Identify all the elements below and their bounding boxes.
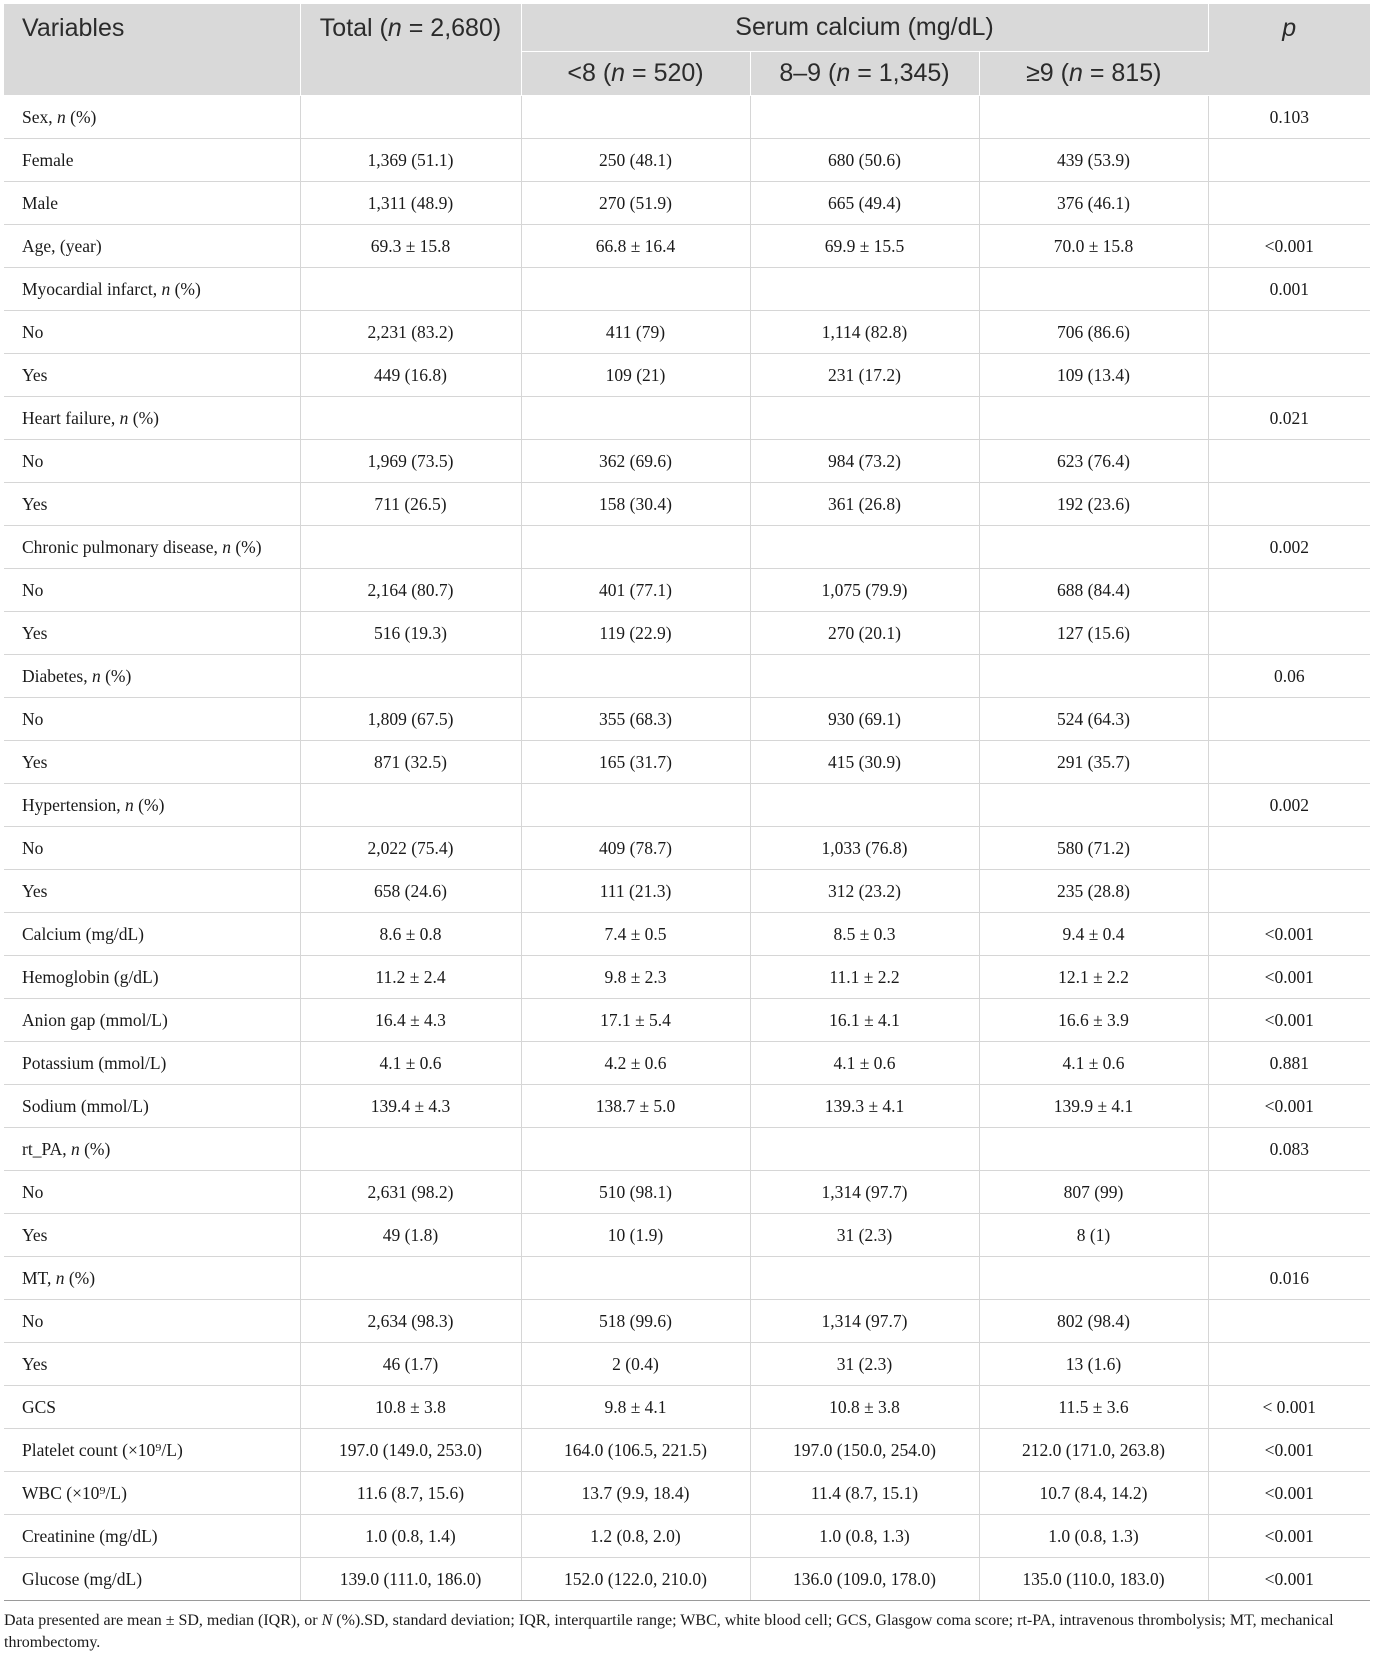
p-value-cell: 0.06 bbox=[1208, 655, 1370, 698]
header-group-mid: 8–9 (n = 1,345) bbox=[750, 52, 979, 96]
variable-cell: Hemoglobin (g/dL) bbox=[4, 956, 300, 999]
table-row bbox=[4, 397, 1370, 440]
variable-cell: Yes bbox=[4, 870, 300, 913]
table-row bbox=[4, 827, 1370, 870]
variable-cell: Yes bbox=[4, 1343, 300, 1386]
p-value-cell: 0.002 bbox=[1208, 784, 1370, 827]
group-mid-cell: 4.1 ± 0.6 bbox=[750, 1042, 979, 1085]
group-mid-cell: 415 (30.9) bbox=[750, 741, 979, 784]
table-row bbox=[4, 1085, 1370, 1128]
group-mid-cell: 680 (50.6) bbox=[750, 139, 979, 182]
group-mid-cell: 1,114 (82.8) bbox=[750, 311, 979, 354]
group-mid-cell bbox=[750, 1128, 979, 1171]
variable-cell: No bbox=[4, 1300, 300, 1343]
group-high-cell: 688 (84.4) bbox=[979, 569, 1208, 612]
variable-cell: Female bbox=[4, 139, 300, 182]
total-cell: 197.0 (149.0, 253.0) bbox=[300, 1429, 521, 1472]
group-mid-cell: 665 (49.4) bbox=[750, 182, 979, 225]
total-cell: 2,631 (98.2) bbox=[300, 1171, 521, 1214]
p-value-cell bbox=[1208, 483, 1370, 526]
variable-cell: Yes bbox=[4, 612, 300, 655]
group-mid-cell: 10.8 ± 3.8 bbox=[750, 1386, 979, 1429]
table-body bbox=[4, 96, 1370, 1601]
p-value-cell bbox=[1208, 311, 1370, 354]
table-row bbox=[4, 1386, 1370, 1429]
group-mid-cell: 1,314 (97.7) bbox=[750, 1300, 979, 1343]
group-mid-cell bbox=[750, 96, 979, 139]
p-value-cell bbox=[1208, 870, 1370, 913]
variable-cell: No bbox=[4, 1171, 300, 1214]
group-high-cell: 70.0 ± 15.8 bbox=[979, 225, 1208, 268]
table-row bbox=[4, 1128, 1370, 1171]
p-value-cell bbox=[1208, 1343, 1370, 1386]
header-serum-calcium: Serum calcium (mg/dL) bbox=[521, 4, 1208, 52]
group-low-cell bbox=[521, 268, 750, 311]
group-high-cell: 524 (64.3) bbox=[979, 698, 1208, 741]
group-high-cell bbox=[979, 526, 1208, 569]
total-cell: 2,231 (83.2) bbox=[300, 311, 521, 354]
p-value-cell: <0.001 bbox=[1208, 999, 1370, 1042]
group-high-cell: 192 (23.6) bbox=[979, 483, 1208, 526]
group-high-cell bbox=[979, 784, 1208, 827]
table-row bbox=[4, 182, 1370, 225]
table-row bbox=[4, 1472, 1370, 1515]
p-value-cell bbox=[1208, 1300, 1370, 1343]
table-row bbox=[4, 956, 1370, 999]
p-value-cell: <0.001 bbox=[1208, 1515, 1370, 1558]
group-low-cell: 409 (78.7) bbox=[521, 827, 750, 870]
group-high-cell: 16.6 ± 3.9 bbox=[979, 999, 1208, 1042]
table-row bbox=[4, 1257, 1370, 1300]
group-high-cell: 13 (1.6) bbox=[979, 1343, 1208, 1386]
group-low-cell: 158 (30.4) bbox=[521, 483, 750, 526]
total-cell: 11.6 (8.7, 15.6) bbox=[300, 1472, 521, 1515]
group-mid-cell bbox=[750, 268, 979, 311]
variable-cell: Anion gap (mmol/L) bbox=[4, 999, 300, 1042]
table-row bbox=[4, 268, 1370, 311]
variable-cell: No bbox=[4, 440, 300, 483]
total-cell bbox=[300, 1128, 521, 1171]
group-mid-cell: 231 (17.2) bbox=[750, 354, 979, 397]
header-total: Total (n = 2,680) bbox=[300, 4, 521, 96]
variable-cell: Creatinine (mg/dL) bbox=[4, 1515, 300, 1558]
group-mid-cell: 31 (2.3) bbox=[750, 1214, 979, 1257]
table-row bbox=[4, 440, 1370, 483]
group-mid-cell: 136.0 (109.0, 178.0) bbox=[750, 1558, 979, 1601]
total-cell: 658 (24.6) bbox=[300, 870, 521, 913]
group-low-cell: 270 (51.9) bbox=[521, 182, 750, 225]
variable-cell: Heart failure, n (%) bbox=[4, 397, 300, 440]
p-value-cell bbox=[1208, 612, 1370, 655]
total-cell bbox=[300, 1257, 521, 1300]
baseline-characteristics-table bbox=[4, 4, 1370, 1601]
total-cell: 1,809 (67.5) bbox=[300, 698, 521, 741]
variable-cell: Age, (year) bbox=[4, 225, 300, 268]
group-mid-cell: 270 (20.1) bbox=[750, 612, 979, 655]
group-mid-cell: 69.9 ± 15.5 bbox=[750, 225, 979, 268]
group-mid-cell: 984 (73.2) bbox=[750, 440, 979, 483]
p-value-cell: <0.001 bbox=[1208, 1558, 1370, 1601]
group-low-cell: 2 (0.4) bbox=[521, 1343, 750, 1386]
table-row bbox=[4, 655, 1370, 698]
variable-cell: Myocardial infarct, n (%) bbox=[4, 268, 300, 311]
table-row bbox=[4, 1343, 1370, 1386]
group-high-cell: 580 (71.2) bbox=[979, 827, 1208, 870]
group-high-cell bbox=[979, 96, 1208, 139]
group-mid-cell: 1,075 (79.9) bbox=[750, 569, 979, 612]
group-low-cell: 165 (31.7) bbox=[521, 741, 750, 784]
p-value-cell: <0.001 bbox=[1208, 1472, 1370, 1515]
group-mid-cell bbox=[750, 526, 979, 569]
group-low-cell: 10 (1.9) bbox=[521, 1214, 750, 1257]
total-cell: 1.0 (0.8, 1.4) bbox=[300, 1515, 521, 1558]
group-low-cell bbox=[521, 1257, 750, 1300]
p-value-cell: 0.103 bbox=[1208, 96, 1370, 139]
variable-cell: Calcium (mg/dL) bbox=[4, 913, 300, 956]
group-low-cell: 111 (21.3) bbox=[521, 870, 750, 913]
total-cell: 1,969 (73.5) bbox=[300, 440, 521, 483]
p-value-cell bbox=[1208, 827, 1370, 870]
group-mid-cell: 1.0 (0.8, 1.3) bbox=[750, 1515, 979, 1558]
group-mid-cell bbox=[750, 1257, 979, 1300]
variable-cell: Chronic pulmonary disease, n (%) bbox=[4, 526, 300, 569]
table-row bbox=[4, 1429, 1370, 1472]
group-mid-cell bbox=[750, 397, 979, 440]
group-high-cell bbox=[979, 268, 1208, 311]
total-cell bbox=[300, 96, 521, 139]
header-group-high: ≥9 (n = 815) bbox=[979, 52, 1208, 96]
group-mid-cell: 31 (2.3) bbox=[750, 1343, 979, 1386]
variable-cell: Yes bbox=[4, 1214, 300, 1257]
total-cell: 11.2 ± 2.4 bbox=[300, 956, 521, 999]
group-low-cell: 362 (69.6) bbox=[521, 440, 750, 483]
group-low-cell: 401 (77.1) bbox=[521, 569, 750, 612]
group-low-cell: 66.8 ± 16.4 bbox=[521, 225, 750, 268]
table-row bbox=[4, 139, 1370, 182]
table-row bbox=[4, 354, 1370, 397]
group-mid-cell: 930 (69.1) bbox=[750, 698, 979, 741]
total-cell: 516 (19.3) bbox=[300, 612, 521, 655]
p-value-cell: <0.001 bbox=[1208, 225, 1370, 268]
p-value-cell bbox=[1208, 139, 1370, 182]
p-value-cell: < 0.001 bbox=[1208, 1386, 1370, 1429]
total-cell: 69.3 ± 15.8 bbox=[300, 225, 521, 268]
table-row bbox=[4, 612, 1370, 655]
table-row bbox=[4, 999, 1370, 1042]
total-cell bbox=[300, 397, 521, 440]
group-low-cell bbox=[521, 1128, 750, 1171]
group-high-cell: 235 (28.8) bbox=[979, 870, 1208, 913]
table-row bbox=[4, 569, 1370, 612]
table-row bbox=[4, 870, 1370, 913]
total-cell: 449 (16.8) bbox=[300, 354, 521, 397]
group-high-cell: 11.5 ± 3.6 bbox=[979, 1386, 1208, 1429]
group-mid-cell: 139.3 ± 4.1 bbox=[750, 1085, 979, 1128]
variable-cell: Platelet count (×10⁹/L) bbox=[4, 1429, 300, 1472]
table-row bbox=[4, 483, 1370, 526]
p-value-cell bbox=[1208, 698, 1370, 741]
total-cell: 49 (1.8) bbox=[300, 1214, 521, 1257]
total-cell: 46 (1.7) bbox=[300, 1343, 521, 1386]
group-low-cell bbox=[521, 397, 750, 440]
group-high-cell: 1.0 (0.8, 1.3) bbox=[979, 1515, 1208, 1558]
variable-cell: Male bbox=[4, 182, 300, 225]
p-value-cell: 0.002 bbox=[1208, 526, 1370, 569]
p-value-cell bbox=[1208, 182, 1370, 225]
group-mid-cell: 11.1 ± 2.2 bbox=[750, 956, 979, 999]
group-low-cell bbox=[521, 784, 750, 827]
variable-cell: Yes bbox=[4, 354, 300, 397]
group-mid-cell: 1,314 (97.7) bbox=[750, 1171, 979, 1214]
p-value-cell bbox=[1208, 741, 1370, 784]
p-value-cell: 0.881 bbox=[1208, 1042, 1370, 1085]
group-high-cell: 135.0 (110.0, 183.0) bbox=[979, 1558, 1208, 1601]
p-value-cell bbox=[1208, 440, 1370, 483]
total-cell: 4.1 ± 0.6 bbox=[300, 1042, 521, 1085]
group-mid-cell: 197.0 (150.0, 254.0) bbox=[750, 1429, 979, 1472]
variable-cell: MT, n (%) bbox=[4, 1257, 300, 1300]
group-low-cell: 9.8 ± 4.1 bbox=[521, 1386, 750, 1429]
group-low-cell bbox=[521, 96, 750, 139]
variable-cell: No bbox=[4, 698, 300, 741]
p-value-cell: <0.001 bbox=[1208, 1429, 1370, 1472]
total-cell: 139.0 (111.0, 186.0) bbox=[300, 1558, 521, 1601]
table-row bbox=[4, 913, 1370, 956]
group-low-cell bbox=[521, 526, 750, 569]
p-value-cell: <0.001 bbox=[1208, 956, 1370, 999]
total-cell: 1,369 (51.1) bbox=[300, 139, 521, 182]
table-header bbox=[4, 4, 1370, 96]
group-low-cell: 355 (68.3) bbox=[521, 698, 750, 741]
header-group-low: <8 (n = 520) bbox=[521, 52, 750, 96]
group-mid-cell: 8.5 ± 0.3 bbox=[750, 913, 979, 956]
group-high-cell: 127 (15.6) bbox=[979, 612, 1208, 655]
group-high-cell: 109 (13.4) bbox=[979, 354, 1208, 397]
variable-cell: Sodium (mmol/L) bbox=[4, 1085, 300, 1128]
group-low-cell: 411 (79) bbox=[521, 311, 750, 354]
group-low-cell: 510 (98.1) bbox=[521, 1171, 750, 1214]
group-low-cell bbox=[521, 655, 750, 698]
group-low-cell: 13.7 (9.9, 18.4) bbox=[521, 1472, 750, 1515]
variable-cell: Yes bbox=[4, 741, 300, 784]
total-cell bbox=[300, 784, 521, 827]
variable-cell: Glucose (mg/dL) bbox=[4, 1558, 300, 1601]
variable-cell: Diabetes, n (%) bbox=[4, 655, 300, 698]
group-high-cell: 10.7 (8.4, 14.2) bbox=[979, 1472, 1208, 1515]
group-low-cell: 250 (48.1) bbox=[521, 139, 750, 182]
group-high-cell: 706 (86.6) bbox=[979, 311, 1208, 354]
variable-cell: Yes bbox=[4, 483, 300, 526]
p-value-cell: <0.001 bbox=[1208, 913, 1370, 956]
header-p-value: p bbox=[1208, 4, 1370, 96]
variable-cell: WBC (×10⁹/L) bbox=[4, 1472, 300, 1515]
group-low-cell: 119 (22.9) bbox=[521, 612, 750, 655]
group-mid-cell: 11.4 (8.7, 15.1) bbox=[750, 1472, 979, 1515]
total-cell: 10.8 ± 3.8 bbox=[300, 1386, 521, 1429]
table-footnote: Data presented are mean ± SD, median (IQR), or N (%).SD, standard deviation; IQR, interquartile range; WBC, white blood cell; GCS, Glasgow coma score; rt-PA, intravenous thrombolysis; MT, mechanical thrombectomy. bbox=[4, 1612, 1334, 1651]
table-row bbox=[4, 1300, 1370, 1343]
total-cell: 2,634 (98.3) bbox=[300, 1300, 521, 1343]
table-row bbox=[4, 526, 1370, 569]
group-high-cell: 139.9 ± 4.1 bbox=[979, 1085, 1208, 1128]
total-cell: 16.4 ± 4.3 bbox=[300, 999, 521, 1042]
table-row bbox=[4, 1515, 1370, 1558]
total-cell: 1,311 (48.9) bbox=[300, 182, 521, 225]
group-mid-cell bbox=[750, 655, 979, 698]
group-low-cell: 152.0 (122.0, 210.0) bbox=[521, 1558, 750, 1601]
table-row bbox=[4, 784, 1370, 827]
group-low-cell: 138.7 ± 5.0 bbox=[521, 1085, 750, 1128]
table-row bbox=[4, 96, 1370, 139]
table-row bbox=[4, 1042, 1370, 1085]
variable-cell: No bbox=[4, 569, 300, 612]
group-high-cell: 376 (46.1) bbox=[979, 182, 1208, 225]
total-cell: 2,022 (75.4) bbox=[300, 827, 521, 870]
p-value-cell: 0.083 bbox=[1208, 1128, 1370, 1171]
p-value-cell bbox=[1208, 1214, 1370, 1257]
p-value-cell: 0.021 bbox=[1208, 397, 1370, 440]
group-low-cell: 1.2 (0.8, 2.0) bbox=[521, 1515, 750, 1558]
total-cell: 2,164 (80.7) bbox=[300, 569, 521, 612]
group-high-cell bbox=[979, 1128, 1208, 1171]
p-value-cell bbox=[1208, 354, 1370, 397]
group-low-cell: 9.8 ± 2.3 bbox=[521, 956, 750, 999]
total-cell: 871 (32.5) bbox=[300, 741, 521, 784]
table-row bbox=[4, 225, 1370, 268]
total-cell: 139.4 ± 4.3 bbox=[300, 1085, 521, 1128]
variable-cell: No bbox=[4, 311, 300, 354]
group-high-cell: 8 (1) bbox=[979, 1214, 1208, 1257]
variable-cell: Sex, n (%) bbox=[4, 96, 300, 139]
group-low-cell: 109 (21) bbox=[521, 354, 750, 397]
group-mid-cell: 16.1 ± 4.1 bbox=[750, 999, 979, 1042]
p-value-cell: 0.016 bbox=[1208, 1257, 1370, 1300]
variable-cell: rt_PA, n (%) bbox=[4, 1128, 300, 1171]
group-low-cell: 7.4 ± 0.5 bbox=[521, 913, 750, 956]
group-low-cell: 518 (99.6) bbox=[521, 1300, 750, 1343]
group-high-cell: 12.1 ± 2.2 bbox=[979, 956, 1208, 999]
variable-cell: Potassium (mmol/L) bbox=[4, 1042, 300, 1085]
group-high-cell bbox=[979, 397, 1208, 440]
p-value-cell bbox=[1208, 569, 1370, 612]
group-mid-cell bbox=[750, 784, 979, 827]
group-high-cell: 9.4 ± 0.4 bbox=[979, 913, 1208, 956]
table-row bbox=[4, 1558, 1370, 1601]
table-row bbox=[4, 1214, 1370, 1257]
group-mid-cell: 361 (26.8) bbox=[750, 483, 979, 526]
group-high-cell bbox=[979, 1257, 1208, 1300]
group-high-cell: 807 (99) bbox=[979, 1171, 1208, 1214]
group-high-cell: 291 (35.7) bbox=[979, 741, 1208, 784]
total-cell bbox=[300, 268, 521, 311]
group-high-cell: 623 (76.4) bbox=[979, 440, 1208, 483]
total-cell: 8.6 ± 0.8 bbox=[300, 913, 521, 956]
p-value-cell bbox=[1208, 1171, 1370, 1214]
p-value-cell: 0.001 bbox=[1208, 268, 1370, 311]
variable-cell: Hypertension, n (%) bbox=[4, 784, 300, 827]
total-cell: 711 (26.5) bbox=[300, 483, 521, 526]
group-high-cell: 212.0 (171.0, 263.8) bbox=[979, 1429, 1208, 1472]
p-value-cell: <0.001 bbox=[1208, 1085, 1370, 1128]
table-row bbox=[4, 1171, 1370, 1214]
header-variables: Variables bbox=[4, 4, 300, 96]
table-row bbox=[4, 311, 1370, 354]
group-high-cell bbox=[979, 655, 1208, 698]
group-low-cell: 164.0 (106.5, 221.5) bbox=[521, 1429, 750, 1472]
group-low-cell: 4.2 ± 0.6 bbox=[521, 1042, 750, 1085]
table-row bbox=[4, 741, 1370, 784]
variable-cell: GCS bbox=[4, 1386, 300, 1429]
group-mid-cell: 312 (23.2) bbox=[750, 870, 979, 913]
total-cell bbox=[300, 655, 521, 698]
total-cell bbox=[300, 526, 521, 569]
group-high-cell: 802 (98.4) bbox=[979, 1300, 1208, 1343]
group-low-cell: 17.1 ± 5.4 bbox=[521, 999, 750, 1042]
group-high-cell: 4.1 ± 0.6 bbox=[979, 1042, 1208, 1085]
table-row bbox=[4, 698, 1370, 741]
group-high-cell: 439 (53.9) bbox=[979, 139, 1208, 182]
variable-cell: No bbox=[4, 827, 300, 870]
group-mid-cell: 1,033 (76.8) bbox=[750, 827, 979, 870]
